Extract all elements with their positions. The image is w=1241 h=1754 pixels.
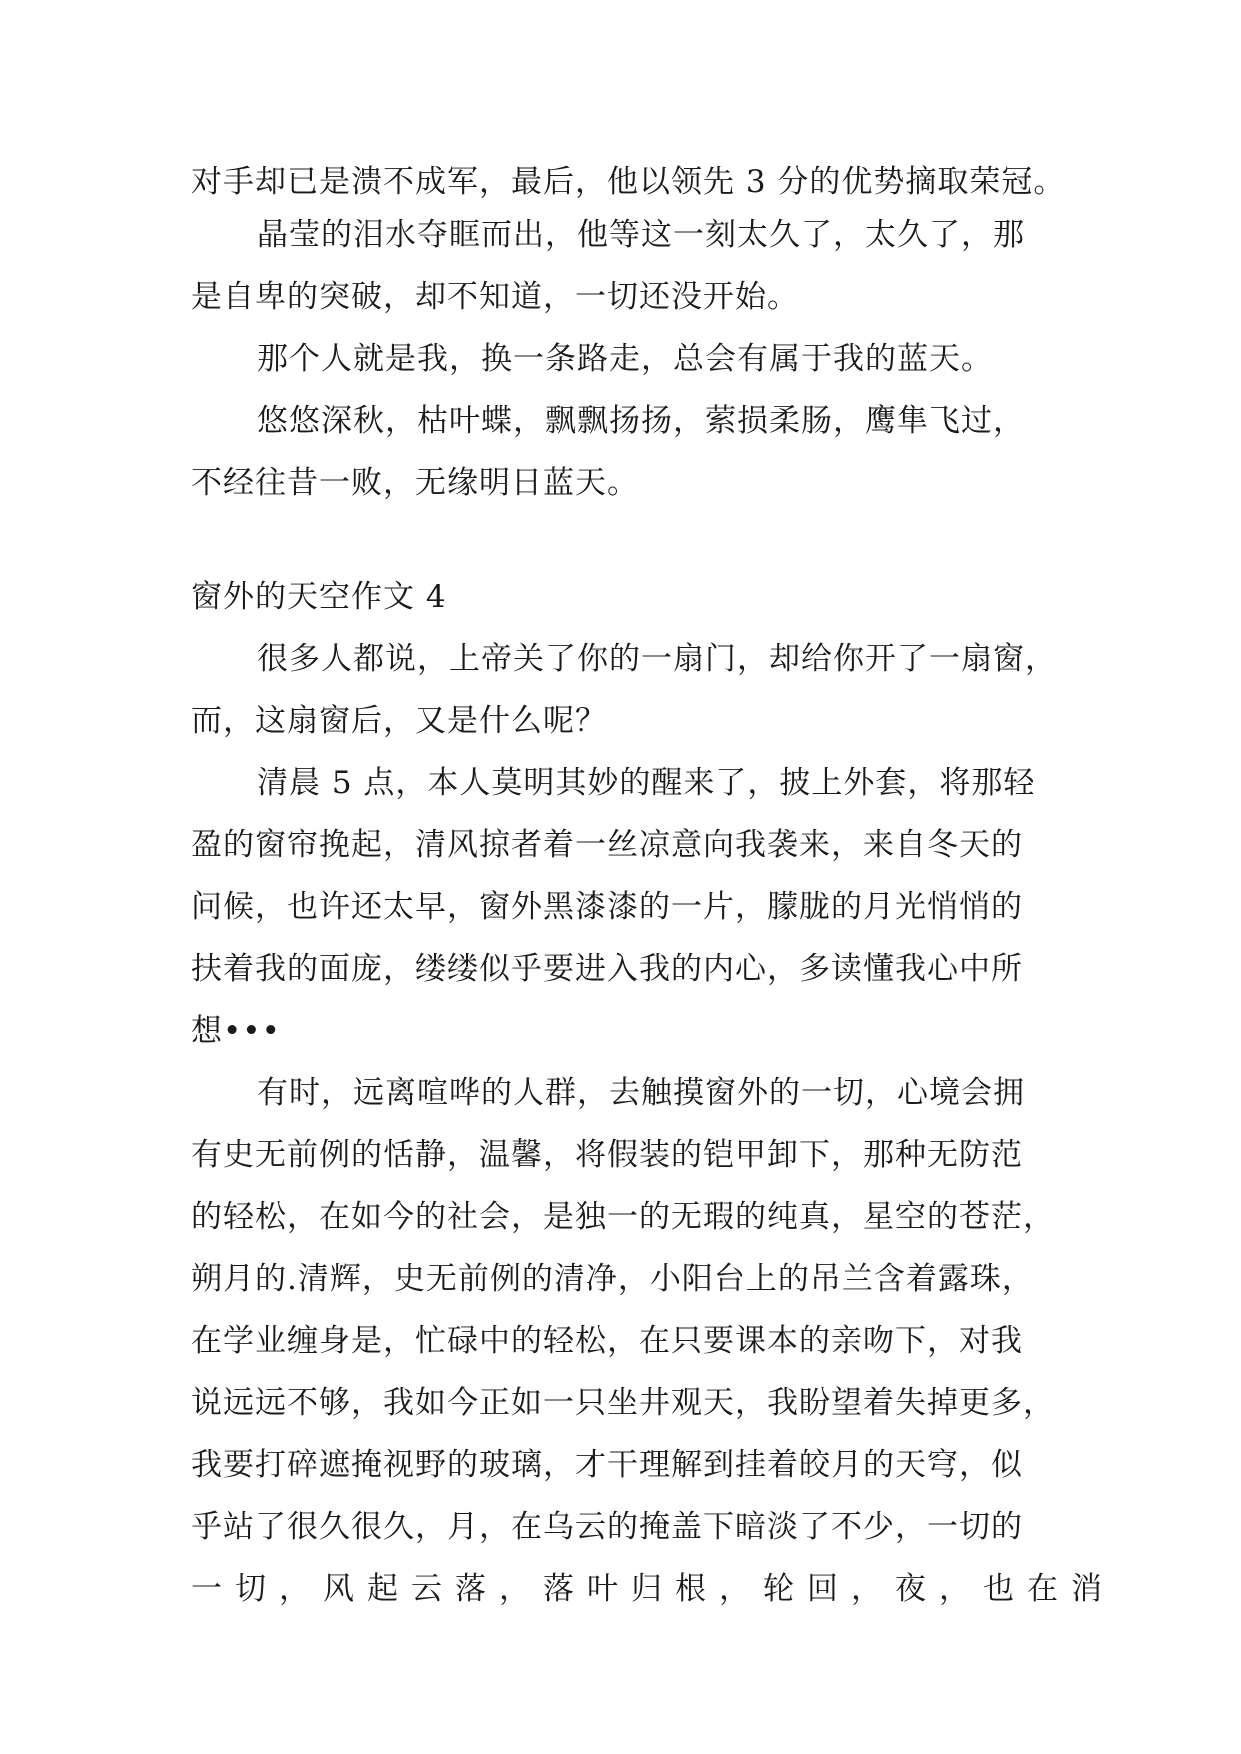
text-line: 不经往昔一败，无缘明日蓝天。 bbox=[191, 465, 639, 501]
text-line: 晶莹的泪水夺眶而出，他等这一刻太久了，太久了，那 bbox=[257, 217, 1025, 253]
text-line: 说远远不够，我如今正如一只坐井观天，我盼望着失掉更多， bbox=[191, 1385, 1055, 1421]
text-line: 很多人都说，上帝关了你的一扇门，却给你开了一扇窗， bbox=[257, 641, 1057, 677]
paragraph bbox=[191, 1062, 1115, 1620]
text-line: 有史无前例的恬静，温馨，将假装的铠甲卸下，那种无防范 bbox=[191, 1137, 1023, 1173]
text-line: 有时，远离喧哗的人群，去触摸窗外的一切，心境会拥 bbox=[257, 1075, 1025, 1111]
text-line: 清晨 5 点，本人莫明其妙的醒来了，披上外套，将那轻 bbox=[257, 765, 1036, 801]
text-line: 而，这扇窗后，又是什么呢？ bbox=[191, 703, 607, 739]
paragraph-gap bbox=[191, 514, 1051, 566]
text-line: 对手却已是溃不成军，最后，他以领先 3 分的优势摘取荣冠。 bbox=[191, 164, 1066, 200]
paragraph bbox=[191, 628, 1057, 752]
paragraph bbox=[191, 204, 1051, 328]
text-line: 朔月的.清辉，史无前例的清净，小阳台上的吊兰含着露珠， bbox=[191, 1261, 1034, 1297]
text-line: 那个人就是我，换一条路走，总会有属于我的蓝天。 bbox=[257, 341, 993, 377]
paragraph bbox=[191, 390, 1051, 514]
text-line: 我要打碎遮掩视野的玻璃，才干理解到挂着皎月的天穹，似 bbox=[191, 1447, 1023, 1483]
text-line: 乎站了很久很久，月，在乌云的掩盖下暗淡了不少，一切的 bbox=[191, 1509, 1023, 1545]
section-heading: 窗外的天空作文 4 bbox=[191, 579, 447, 615]
text-line: 悠悠深秋，枯叶蝶，飘飘扬扬，萦损柔肠，鹰隼飞过， bbox=[257, 403, 1025, 439]
text-line: 问候，也许还太早，窗外黑漆漆的一片，朦胧的月光悄悄的 bbox=[191, 889, 1023, 925]
document-body bbox=[191, 160, 1115, 1620]
text-line: 想••• bbox=[191, 1013, 281, 1049]
text-line: 扶着我的面庞，缕缕似乎要进入我的内心，多读懂我心中所 bbox=[191, 951, 1023, 987]
paragraph bbox=[191, 752, 1051, 1062]
text-line: 的轻松，在如今的社会，是独一的无瑕的纯真，星空的苍茫， bbox=[191, 1199, 1055, 1235]
paragraph bbox=[191, 328, 1051, 390]
text-line: 一切，风起云落，落叶归根，轮回，夜，也在消 bbox=[191, 1571, 1115, 1607]
text-line: 是自卑的突破，却不知道，一切还没开始。 bbox=[191, 279, 799, 315]
text-line: 在学业缠身是，忙碌中的轻松，在只要课本的亲吻下，对我 bbox=[191, 1323, 1023, 1359]
text-line: 盈的窗帘挽起，清风掠者着一丝凉意向我袭来，来自冬天的 bbox=[191, 827, 1023, 863]
